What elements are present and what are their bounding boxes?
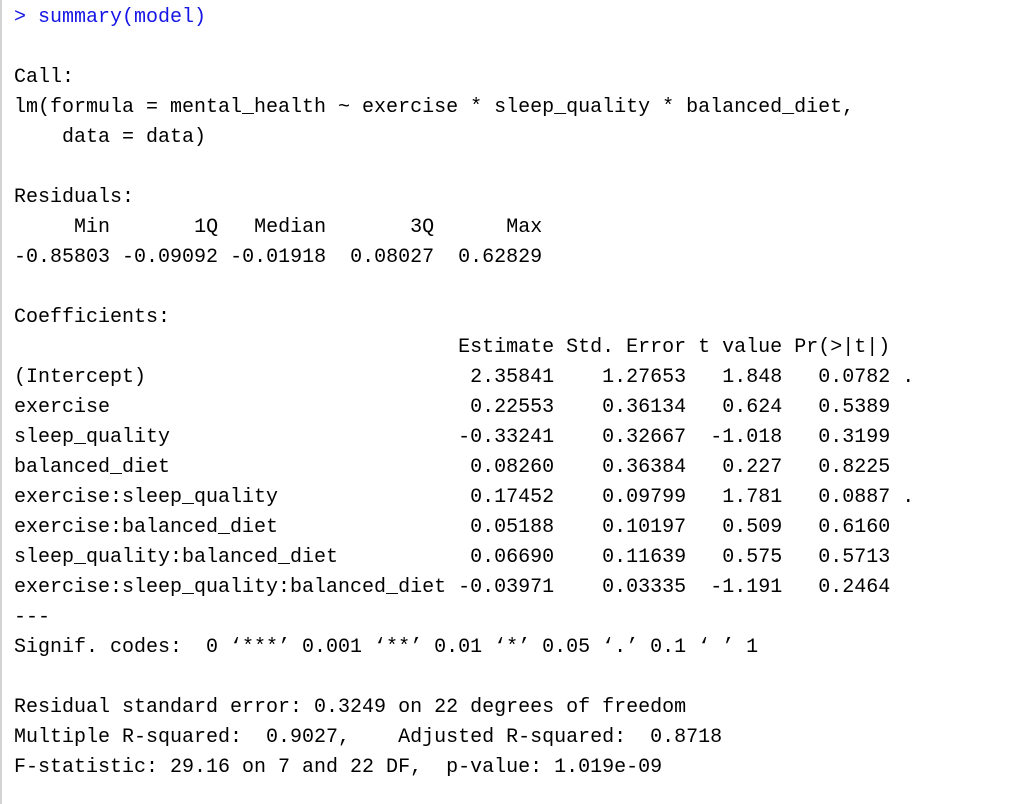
coefficient-estimate: 0.06690 — [470, 546, 555, 569]
residuals-header: Median — [254, 216, 327, 239]
coefficient-estimate: 0.22553 — [470, 396, 555, 419]
coefficient-term: sleep_quality:balanced_diet — [14, 546, 339, 569]
coefficient-std-error: 0.10197 — [602, 516, 687, 539]
command-text: summary(model) — [38, 6, 207, 29]
coefficient-term: sleep_quality — [14, 426, 171, 449]
separator: --- — [14, 606, 51, 629]
coefficient-row — [14, 393, 914, 423]
coefficient-term: exercise:sleep_quality — [14, 486, 279, 509]
f-statistic: F-statistic: 29.16 on 7 and 22 DF, p-value: 1.019e-09 — [14, 756, 663, 779]
coefficient-p-value: 0.8225 — [818, 456, 891, 479]
r-squared: Multiple R-squared: 0.9027, Adjusted R-squared: 0.8718 — [14, 726, 735, 749]
command-line — [14, 3, 206, 33]
residual-standard-error: Residual standard error: 0.3249 on 22 degrees of freedom — [14, 696, 687, 719]
residuals-value: 0.08027 — [350, 246, 435, 269]
signif-codes: Signif. codes: 0 ‘***’ 0.001 ‘**’ 0.01 ‘*’ 0.05 ‘.’ 0.1 ‘ ’ 1 — [14, 636, 759, 659]
residuals-header: Min — [74, 216, 111, 239]
coefficient-row — [14, 543, 914, 573]
prompt: > — [14, 6, 27, 29]
coefficient-term: exercise — [14, 396, 111, 419]
coefficients-label: Coefficients: — [14, 306, 171, 329]
coefficient-estimate: 0.08260 — [470, 456, 555, 479]
coefficient-estimate: 0.17452 — [470, 486, 555, 509]
coefficient-estimate: 0.05188 — [470, 516, 555, 539]
coefficient-p-value: 0.5389 — [818, 396, 891, 419]
coefficient-row — [14, 483, 914, 513]
coefficient-std-error: 0.32667 — [602, 426, 687, 449]
residuals-header: 3Q — [410, 216, 435, 239]
coefficient-t-value: 0.575 — [722, 546, 783, 569]
coefficient-row — [14, 513, 914, 543]
coefficients-header: Estimate — [458, 336, 555, 359]
coefficient-std-error: 0.11639 — [602, 546, 687, 569]
signif-marker: . — [902, 366, 915, 389]
coefficient-estimate: -0.33241 — [458, 426, 555, 449]
residuals-label: Residuals: — [14, 186, 135, 209]
coefficient-t-value: 0.227 — [722, 456, 783, 479]
residuals-value: -0.01918 — [230, 246, 327, 269]
coefficient-row — [14, 363, 914, 393]
residuals-value: 0.62829 — [458, 246, 543, 269]
coefficient-t-value: 1.781 — [722, 486, 783, 509]
coefficients-header: t value — [698, 336, 783, 359]
signif-marker: . — [902, 486, 915, 509]
coefficient-row — [14, 453, 914, 483]
coefficient-row — [14, 423, 914, 453]
coefficient-term: (Intercept) — [14, 366, 147, 389]
coefficient-t-value: 1.848 — [722, 366, 783, 389]
residuals-values-row — [14, 243, 542, 273]
coefficient-estimate: 2.35841 — [470, 366, 555, 389]
coefficient-std-error: 0.09799 — [602, 486, 687, 509]
call-data: data = data) — [14, 126, 207, 149]
coefficient-estimate: -0.03971 — [458, 576, 555, 599]
coefficient-term: exercise:sleep_quality:balanced_diet — [14, 576, 447, 599]
residuals-header-row — [14, 213, 542, 243]
coefficient-t-value: -1.191 — [710, 576, 783, 599]
coefficient-t-value: 0.624 — [722, 396, 783, 419]
coefficient-term: balanced_diet — [14, 456, 171, 479]
coefficient-t-value: 0.509 — [722, 516, 783, 539]
residuals-value: -0.85803 — [14, 246, 111, 269]
coefficient-p-value: 0.6160 — [818, 516, 891, 539]
residuals-header: Max — [506, 216, 543, 239]
coefficients-header-row — [14, 333, 890, 363]
coefficient-term: exercise:balanced_diet — [14, 516, 279, 539]
coefficients-header: Std. Error — [566, 336, 687, 359]
coefficient-std-error: 0.36134 — [602, 396, 687, 419]
coefficient-p-value: 0.0782 — [818, 366, 891, 389]
coefficient-std-error: 1.27653 — [602, 366, 687, 389]
coefficient-p-value: 0.2464 — [818, 576, 891, 599]
coefficient-p-value: 0.0887 — [818, 486, 891, 509]
coefficient-std-error: 0.36384 — [602, 456, 687, 479]
coefficient-p-value: 0.3199 — [818, 426, 891, 449]
call-label: Call: — [14, 66, 75, 89]
coefficient-p-value: 0.5713 — [818, 546, 891, 569]
coefficient-row — [14, 573, 914, 603]
coefficient-std-error: 0.03335 — [602, 576, 687, 599]
residuals-value: -0.09092 — [122, 246, 219, 269]
residuals-header: 1Q — [194, 216, 219, 239]
coefficient-t-value: -1.018 — [710, 426, 783, 449]
call-formula: lm(formula = mental_health ~ exercise * sleep_quality * balanced_diet, — [14, 96, 855, 119]
coefficients-header: Pr(>|t|) — [794, 336, 891, 359]
